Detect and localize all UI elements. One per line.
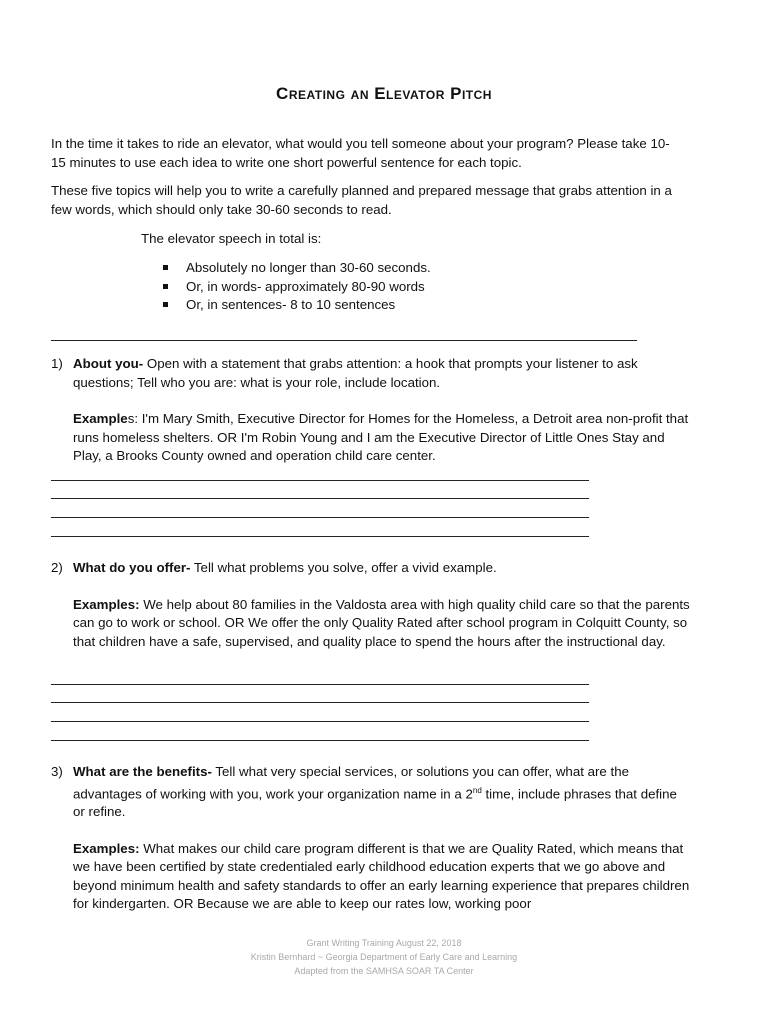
page-title: Creating an Elevator Pitch [276,84,492,103]
examples-text: What makes our child care program different is that we are Quality Rated, which means that we have been certified by state credentialed early childhood education experts that we go above and beyond minimum health and safety standards to offer an early learning experience that prepares children for kindergarten. OR Because we are able to keep our rates low, working poor [73,840,690,912]
section-text: Tell what very special services, or solutions you can offer, what are the advantages of working with you, work your organization name in a 2 [73,764,629,801]
section-what-do-you-offer [51,559,691,651]
section-number: 3) [51,764,63,779]
footer-line: Adapted from the SAMHSA SOAR TA Center [294,966,474,976]
square-bullet-icon [163,302,168,307]
answer-line[interactable] [51,684,589,685]
section-number: 1) [51,356,63,371]
footer-line: Kristin Bernhard ~ Georgia Department of Early Care and Learning [250,952,518,962]
list-item: Or, in sentences- 8 to 10 sentences [163,296,431,315]
answer-line[interactable] [51,536,589,537]
square-bullet-icon [163,284,168,289]
page-footer [0,936,768,978]
answer-line[interactable] [51,740,589,741]
section-text: Tell what problems you solve, offer a vivid example. [190,560,497,575]
section-text: Open with a statement that grabs attention: a hook that prompts your listener to ask questions; Tell who you are: what is your role, include location. [73,356,638,390]
section-heading: What are the benefits- [73,764,212,779]
examples-text: I'm Mary Smith, Executive Director for Homes for the Homeless, a Detroit area non-profit that runs homeless shelters. OR I'm Robin Young and I am the Executive Director of Little Ones Stay and Play, a Brooks County owned and operation child care center. [73,411,689,463]
section-about-you: 1) About you- Open with a statement that grabs attention: a hook that prompts your listener to ask questions; Tell who you are: what is your role, include location. Examples: I'm Mary Smith, Executive Director for Homes for the Homeless, a Detroit area non-profit that runs homeless shelters. OR I'm Robin Young and I am the Executive Director of Little Ones Stay and Play, a Brooks County owned and operation child care center. [51,356,689,463]
intro-paragraph-2: These five topics will help you to write a carefully planned and prepared message that grabs attention in a few words, which should only take 30-60 seconds to read. [51,183,672,217]
section-divider [51,340,637,341]
answer-line[interactable] [51,702,589,703]
section-benefits: 3) What are the benefits- Tell what very special services, or solutions you can offer, what are the advantages of working with you, work your organization name in a 2nd time, include phrases that define or refine. Examples: What makes our child care program different is that we are Quality Rated, which means that we have been certified by state credentialed early childhood education experts that we go above and beyond minimum health and safety standards to offer an early learning experience that prepares children for kindergarten. OR Because we are able to keep our rates low, working poor [51,764,690,912]
examples-label: Examples: [73,840,140,856]
answer-line[interactable] [51,498,589,499]
square-bullet-icon [163,265,168,270]
intro-paragraph-1: In the time it takes to ride an elevator, what would you tell someone about your program? Please take 10-15 minutes to use each idea to write one short powerful sentence for each topic. [51,136,670,170]
answer-line[interactable] [51,721,589,722]
section-heading: About you- [73,356,144,371]
examples-label: Examples: [73,596,140,612]
examples-text: We help about 80 families in the Valdosta area with high quality child care so that the parents can go to work or school. OR We offer the only Quality Rated after school program in Colquitt County, so that children have a safe, supervised, and quality place to spend the hours after the instructional day. [73,596,690,649]
elevator-speech-subhead: The elevator speech in total is: [141,231,322,246]
section-heading: What do you offer- [73,560,191,575]
answer-line[interactable] [51,480,589,481]
examples-label: Example [73,411,128,426]
list-item: Absolutely no longer than 30-60 seconds. [163,259,431,278]
list-item: Or, in words- approximately 80-90 words [163,278,431,297]
footer-line: Grant Writing Training August 22, 2018 [306,938,462,948]
answer-line[interactable] [51,517,589,518]
requirements-list [163,259,431,315]
section-number: 2) [51,560,63,575]
